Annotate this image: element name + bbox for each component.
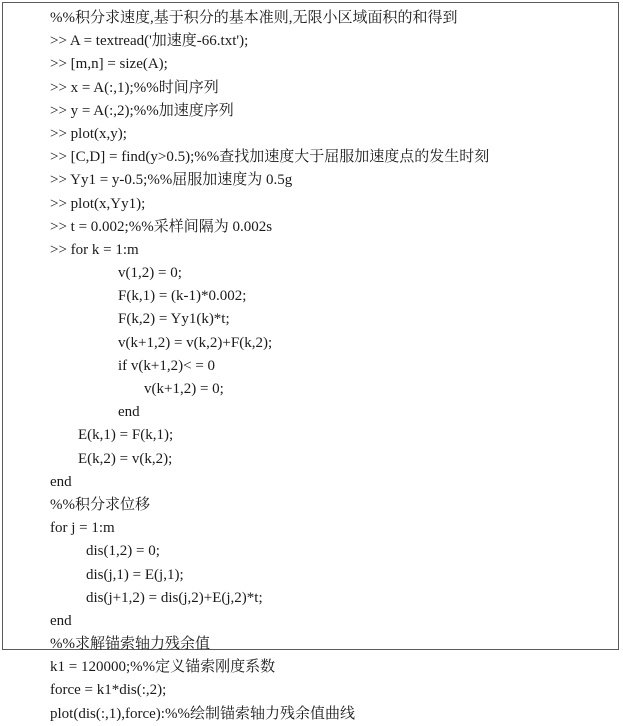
code-line: force = k1*dis(:,2);: [50, 682, 167, 699]
code-line: dis(j,1) = E(j,1);: [86, 566, 184, 583]
code-block: [50, 7, 614, 726]
code-line: E(k,1) = F(k,1);: [78, 427, 174, 444]
code-line: end: [118, 404, 140, 421]
code-line: >> t = 0.002;%%采样间隔为 0.002s: [50, 218, 273, 235]
code-line: >> y = A(:,2);%%加速度序列: [50, 102, 234, 119]
code-line: >> plot(x,y);: [50, 125, 127, 142]
code-line: end: [50, 612, 72, 629]
code-listing-frame: [2, 2, 619, 722]
code-line: E(k,2) = v(k,2);: [78, 450, 173, 467]
code-line: %%求解锚索轴力残余值: [50, 636, 210, 653]
code-line: %%积分求位移: [50, 496, 150, 513]
code-line: v(k+1,2) = 0;: [144, 381, 224, 397]
code-line: >> [C,D] = find(y>0.5);%%查找加速度大于屈服加速度点的发生时刻: [50, 149, 490, 166]
code-line: if v(k+1,2)< = 0: [118, 357, 216, 374]
code-line: dis(1,2) = 0;: [86, 543, 160, 560]
code-line: v(k+1,2) = v(k,2)+F(k,2);: [118, 334, 273, 351]
code-line: >> A = textread('加速度-66.txt');: [50, 33, 249, 50]
code-line: plot(dis(:,1),force):%%绘制锚索轴力残余值曲线: [50, 705, 355, 722]
code-line: for j = 1:m: [50, 520, 115, 537]
code-line: >> [m,n] = size(A);: [50, 56, 168, 73]
code-line: >> Yy1 = y-0.5;%%屈服加速度为 0.5g: [50, 172, 293, 189]
code-line: %%积分求速度,基于积分的基本准则,无限小区域面积的和得到: [50, 10, 458, 26]
code-line: end: [50, 473, 72, 490]
code-line: >> for k = 1:m: [50, 241, 139, 258]
code-line: dis(j+1,2) = dis(j,2)+E(j,2)*t;: [86, 589, 263, 606]
code-line: >> plot(x,Yy1);: [50, 195, 146, 212]
code-line: k1 = 120000;%%定义锚索刚度系数: [50, 659, 276, 676]
code-line: F(k,2) = Yy1(k)*t;: [118, 311, 230, 328]
code-line: F(k,1) = (k-1)*0.002;: [118, 288, 247, 305]
code-line: v(1,2) = 0;: [118, 265, 182, 282]
code-line: >> x = A(:,1);%%时间序列: [50, 79, 219, 96]
